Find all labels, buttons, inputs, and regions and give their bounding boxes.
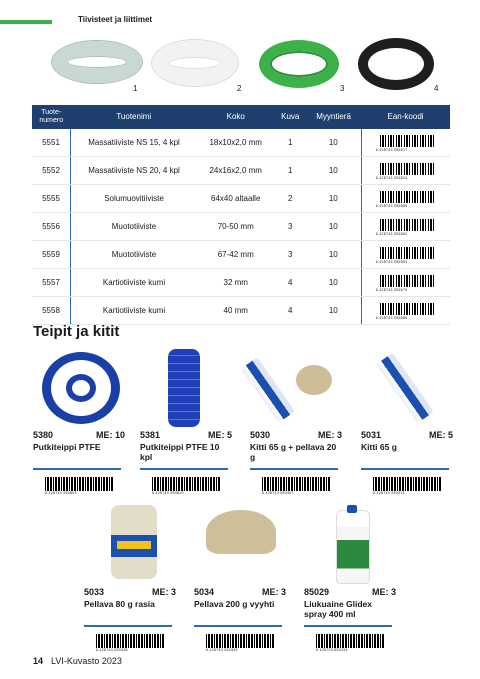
flax-bundle-image bbox=[296, 365, 332, 395]
row-barcode bbox=[361, 129, 450, 157]
product-divider bbox=[140, 468, 228, 470]
row-size: 24x16x2,0 mm bbox=[197, 157, 274, 185]
ring-label-3: 3 bbox=[340, 84, 345, 93]
product-code: 85029 bbox=[304, 587, 330, 597]
product-divider bbox=[194, 625, 282, 627]
row-number: 5555 bbox=[32, 185, 71, 213]
table-row bbox=[32, 297, 450, 325]
row-qty: 10 bbox=[306, 185, 361, 213]
barcode-bars bbox=[152, 477, 220, 491]
section-title: Tiivisteet ja liittimet bbox=[78, 15, 153, 24]
product-card bbox=[33, 430, 125, 495]
product-code: 5380 bbox=[33, 430, 54, 440]
product-divider bbox=[304, 625, 392, 627]
barcode-bars bbox=[45, 477, 113, 491]
barcode-number: 6 428743 055593 bbox=[375, 259, 408, 264]
product-barcode bbox=[316, 634, 384, 652]
row-size: 67-42 mm bbox=[197, 241, 274, 269]
barcode-number: 6 428743 050307 bbox=[262, 491, 294, 495]
row-name: Kartiotiiviste kumi bbox=[71, 297, 198, 325]
row-qty: 10 bbox=[306, 241, 361, 269]
col-header-name: Tuotenimi bbox=[71, 105, 198, 129]
row-qty: 10 bbox=[306, 297, 361, 325]
row-barcode bbox=[361, 157, 450, 185]
product-name: Kitti 65 g bbox=[361, 442, 397, 452]
ring-image-4 bbox=[358, 38, 434, 90]
ring-label-1: 1 bbox=[133, 84, 138, 93]
barcode-number: 6 428743 055562 bbox=[375, 231, 408, 236]
section-accent-bar bbox=[0, 20, 52, 24]
col-header-number: Tuote-numero bbox=[32, 105, 71, 129]
col-header-qty: Myyntierä bbox=[306, 105, 361, 129]
product-code: 5381 bbox=[140, 430, 161, 440]
row-size: 40 mm bbox=[197, 297, 274, 325]
product-card bbox=[250, 430, 342, 495]
product-name: Kitti 65 g + pellava 20 g bbox=[250, 442, 337, 462]
row-number: 5551 bbox=[32, 129, 71, 157]
product-code: 5034 bbox=[194, 587, 215, 597]
table-row bbox=[32, 185, 450, 213]
row-barcode bbox=[361, 297, 450, 325]
row-qty: 10 bbox=[306, 269, 361, 297]
product-me: ME: 3 bbox=[371, 587, 396, 597]
product-card bbox=[140, 430, 232, 495]
row-size: 70-50 mm bbox=[197, 213, 274, 241]
row-barcode bbox=[361, 269, 450, 297]
barcode-bars bbox=[96, 634, 164, 648]
row-number: 5559 bbox=[32, 241, 71, 269]
product-code: 5031 bbox=[361, 430, 382, 440]
product-barcode bbox=[96, 634, 164, 652]
barcode-number: 6 428743 050345 bbox=[206, 648, 238, 652]
product-name: Liukuaine Glidex spray 400 ml bbox=[304, 599, 373, 619]
barcode-number: 6 428743 055586 bbox=[375, 315, 408, 320]
product-name: Putkiteippi PTFE bbox=[33, 442, 101, 452]
barcode-number: 6 428743 053803 bbox=[45, 491, 77, 495]
product-card bbox=[304, 587, 396, 652]
row-image-ref: 3 bbox=[274, 213, 306, 241]
product-code: 5030 bbox=[250, 430, 271, 440]
row-qty: 10 bbox=[306, 129, 361, 157]
barcode-number: 6 428743 050338 bbox=[96, 648, 128, 652]
barcode-number: 6 428743 055579 bbox=[375, 287, 408, 292]
putty-kit-image bbox=[241, 357, 295, 423]
barcode-number: 6 428743 053810 bbox=[152, 491, 184, 495]
row-size: 64x40 altaalle bbox=[197, 185, 274, 213]
table-header-row bbox=[32, 105, 450, 129]
product-card bbox=[361, 430, 453, 495]
barcode-number: 6 428703 850294 bbox=[316, 648, 348, 652]
row-number: 5558 bbox=[32, 297, 71, 325]
putty-tube-image bbox=[376, 353, 434, 423]
glidex-bottle-image bbox=[336, 510, 370, 584]
product-me: ME: 3 bbox=[317, 430, 342, 440]
product-name: Pellava 80 g rasia bbox=[84, 599, 155, 609]
seal-spec-table bbox=[32, 105, 450, 325]
ptfe-tape-image bbox=[42, 352, 120, 424]
barcode-number: 6 428743 055555 bbox=[375, 203, 408, 208]
row-image-ref: 4 bbox=[274, 269, 306, 297]
ptfe-tape-stack-image bbox=[168, 349, 200, 427]
table-row bbox=[32, 269, 450, 297]
row-name: Massatiiviste NS 15, 4 kpl bbox=[71, 129, 198, 157]
row-image-ref: 4 bbox=[274, 297, 306, 325]
product-me: ME: 3 bbox=[151, 587, 176, 597]
barcode-bars bbox=[206, 634, 274, 648]
product-divider bbox=[250, 468, 338, 470]
product-divider bbox=[84, 625, 172, 627]
row-size: 18x10x2,0 mm bbox=[197, 129, 274, 157]
barcode-number: 6 428743 055524 bbox=[375, 175, 408, 180]
row-name: Muototiiviste bbox=[71, 241, 198, 269]
row-size: 32 mm bbox=[197, 269, 274, 297]
ring-image-1 bbox=[52, 41, 142, 83]
product-me: ME: 5 bbox=[428, 430, 453, 440]
product-barcode bbox=[45, 477, 113, 495]
row-image-ref: 1 bbox=[274, 157, 306, 185]
barcode-bars bbox=[316, 634, 384, 648]
product-name: Pellava 200 g vyyhti bbox=[194, 599, 275, 609]
row-qty: 10 bbox=[306, 213, 361, 241]
product-divider bbox=[361, 468, 449, 470]
row-barcode bbox=[361, 213, 450, 241]
tapes-section-title: Teipit ja kitit bbox=[33, 323, 120, 340]
catalog-name: LVI-Kuvasto 2023 bbox=[51, 656, 122, 666]
row-image-ref: 1 bbox=[274, 129, 306, 157]
table-row bbox=[32, 129, 450, 157]
product-barcode bbox=[152, 477, 220, 495]
col-header-image: Kuva bbox=[274, 105, 306, 129]
ring-image-2 bbox=[152, 40, 238, 86]
product-code: 5033 bbox=[84, 587, 105, 597]
ring-label-2: 2 bbox=[237, 84, 242, 93]
row-name: Muototiiviste bbox=[71, 213, 198, 241]
col-header-ean: Ean-koodi bbox=[361, 105, 450, 129]
row-name: Kartiotiiviste kumi bbox=[71, 269, 198, 297]
product-card bbox=[84, 587, 176, 652]
product-barcode bbox=[206, 634, 274, 652]
row-barcode bbox=[361, 241, 450, 269]
row-number: 5552 bbox=[32, 157, 71, 185]
flax-skein-image bbox=[206, 510, 276, 554]
row-number: 5557 bbox=[32, 269, 71, 297]
page-footer bbox=[33, 656, 122, 666]
row-number: 5556 bbox=[32, 213, 71, 241]
row-image-ref: 3 bbox=[274, 241, 306, 269]
row-name: Massatiiviste NS 20, 4 kpl bbox=[71, 157, 198, 185]
product-barcode bbox=[262, 477, 330, 495]
product-divider bbox=[33, 468, 121, 470]
page-number: 14 bbox=[33, 656, 44, 666]
product-card bbox=[194, 587, 286, 652]
table-row bbox=[32, 157, 450, 185]
barcode-bars bbox=[373, 477, 441, 491]
product-me: ME: 3 bbox=[261, 587, 286, 597]
flax-tub-image bbox=[111, 505, 157, 579]
glidex-cap bbox=[347, 505, 357, 513]
row-qty: 10 bbox=[306, 157, 361, 185]
product-me: ME: 5 bbox=[207, 430, 232, 440]
ring-image-3 bbox=[259, 40, 339, 88]
barcode-number: 6 428743 050314 bbox=[373, 491, 405, 495]
row-name: Solumuovitiiviste bbox=[71, 185, 198, 213]
product-name: Putkiteippi PTFE 10 kpl bbox=[140, 442, 220, 462]
product-me: ME: 10 bbox=[95, 430, 125, 440]
table-row bbox=[32, 241, 450, 269]
col-header-size: Koko bbox=[197, 105, 274, 129]
product-barcode bbox=[373, 477, 441, 495]
row-image-ref: 2 bbox=[274, 185, 306, 213]
barcode-number: 6 428743 055517 bbox=[375, 147, 408, 152]
table-row bbox=[32, 213, 450, 241]
barcode-bars bbox=[262, 477, 330, 491]
row-barcode bbox=[361, 185, 450, 213]
ring-label-4: 4 bbox=[434, 84, 439, 93]
